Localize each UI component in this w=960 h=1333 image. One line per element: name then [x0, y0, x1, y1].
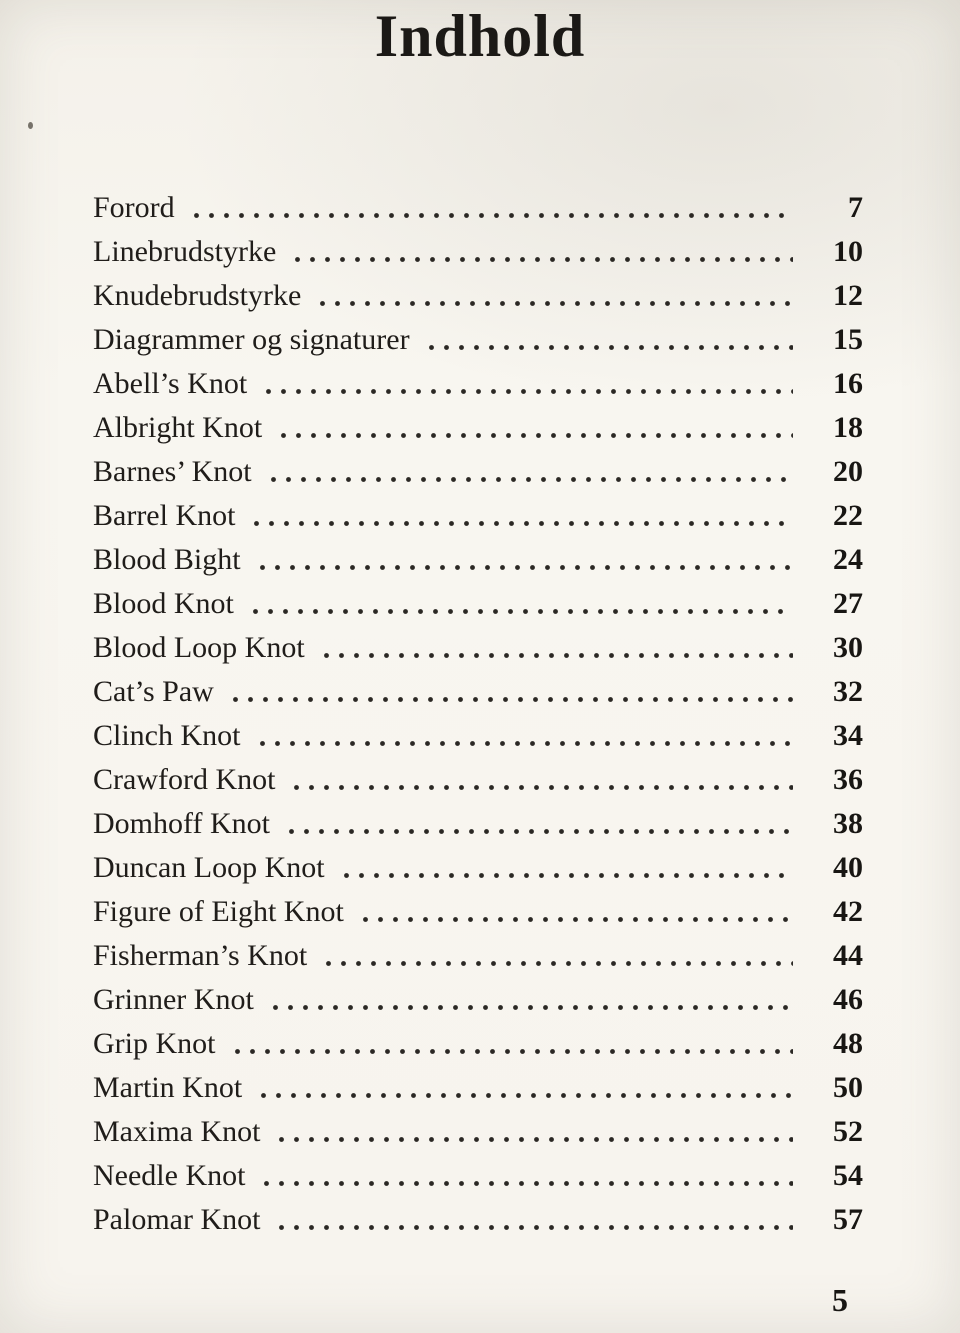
toc-entry-page: 7 — [848, 191, 863, 224]
dot-leader — [189, 212, 793, 219]
dot-leader — [259, 1180, 793, 1187]
toc-entry — [93, 626, 863, 670]
dot-leader — [248, 608, 793, 615]
toc-entry-label: Grinner Knot — [93, 983, 254, 1016]
toc-entry-page: 10 — [833, 235, 863, 268]
toc-entry — [93, 846, 863, 890]
toc-entry-label: Duncan Loop Knot — [93, 851, 325, 884]
page-title: Indhold — [374, 3, 586, 69]
toc-entry-label: Figure of Eight Knot — [93, 895, 344, 928]
scan-speck — [28, 122, 33, 129]
toc-entry-page: 50 — [833, 1071, 863, 1104]
toc-entry — [93, 450, 863, 494]
dot-leader — [228, 696, 793, 703]
dot-leader — [274, 1224, 793, 1231]
toc-entry-label: Blood Bight — [93, 543, 241, 576]
dot-leader — [290, 256, 793, 263]
toc-entry — [93, 1066, 863, 1110]
dot-leader — [256, 1092, 793, 1099]
toc-entry-page: 18 — [833, 411, 863, 444]
toc-entry-label: Palomar Knot — [93, 1203, 261, 1236]
toc-entry-label: Clinch Knot — [93, 719, 241, 752]
toc-entry — [93, 890, 863, 934]
toc-entry-page: 57 — [833, 1203, 863, 1236]
toc-entry-page: 20 — [833, 455, 863, 488]
toc-entry-page: 24 — [833, 543, 863, 576]
dot-leader — [249, 520, 793, 527]
dot-leader — [319, 652, 793, 659]
toc-entry-label: Crawford Knot — [93, 763, 276, 796]
toc-entry-label: Domhoff Knot — [93, 807, 270, 840]
toc-entry-page: 46 — [833, 983, 863, 1016]
dot-leader — [424, 344, 793, 351]
toc-entry — [93, 538, 863, 582]
toc-entry — [93, 802, 863, 846]
toc-entry-page: 36 — [833, 763, 863, 796]
toc-entry — [93, 406, 863, 450]
toc-entry-label: Abell’s Knot — [93, 367, 248, 400]
dot-leader — [274, 1136, 793, 1143]
dot-leader — [266, 476, 793, 483]
toc-entry-page: 42 — [833, 895, 863, 928]
page-number: 5 — [832, 1282, 848, 1318]
toc-entry — [93, 978, 863, 1022]
dot-leader — [230, 1048, 794, 1055]
toc-entry-page: 34 — [833, 719, 863, 752]
toc-entry-page: 27 — [833, 587, 863, 620]
toc-entry-label: Diagrammer og signaturer — [93, 323, 410, 356]
toc-entry-page: 16 — [833, 367, 863, 400]
toc-entry — [93, 318, 863, 362]
table-of-contents — [93, 186, 863, 1242]
toc-entry-label: Needle Knot — [93, 1159, 246, 1192]
toc-entry — [93, 186, 863, 230]
toc-entry — [93, 1154, 863, 1198]
toc-entry-page: 52 — [833, 1115, 863, 1148]
toc-entry-page: 22 — [833, 499, 863, 532]
toc-entry — [93, 274, 863, 318]
toc-entry-page: 48 — [833, 1027, 863, 1060]
toc-entry-label: Martin Knot — [93, 1071, 243, 1104]
toc-entry-page: 54 — [833, 1159, 863, 1192]
toc-entry-page: 30 — [833, 631, 863, 664]
toc-entry-label: Knudebrudstyrke — [93, 279, 302, 312]
dot-leader — [255, 564, 793, 571]
toc-entry — [93, 362, 863, 406]
toc-entry-label: Forord — [93, 191, 175, 224]
toc-entry-page: 40 — [833, 851, 863, 884]
dot-leader — [261, 388, 793, 395]
toc-entry-page: 44 — [833, 939, 863, 972]
toc-entry — [93, 230, 863, 274]
toc-entry-label: Cat’s Paw — [93, 675, 214, 708]
toc-entry-label: Barrel Knot — [93, 499, 236, 532]
toc-entry — [93, 758, 863, 802]
toc-entry-page: 38 — [833, 807, 863, 840]
dot-leader — [255, 740, 794, 747]
toc-entry-label: Blood Knot — [93, 587, 234, 620]
dot-leader — [289, 784, 793, 791]
toc-entry-page: 15 — [833, 323, 863, 356]
dot-leader — [358, 916, 793, 923]
toc-entry-label: Blood Loop Knot — [93, 631, 305, 664]
toc-entry — [93, 1022, 863, 1066]
toc-entry-page: 32 — [833, 675, 863, 708]
dot-leader — [315, 300, 793, 307]
toc-entry-page: 12 — [833, 279, 863, 312]
toc-entry-label: Barnes’ Knot — [93, 455, 252, 488]
toc-entry-label: Albright Knot — [93, 411, 263, 444]
toc-entry — [93, 934, 863, 978]
toc-entry-label: Fisherman’s Knot — [93, 939, 308, 972]
toc-entry — [93, 714, 863, 758]
toc-entry-label: Linebrudstyrke — [93, 235, 277, 268]
dot-leader — [339, 872, 793, 879]
dot-leader — [276, 432, 793, 439]
toc-entry — [93, 494, 863, 538]
dot-leader — [268, 1004, 793, 1011]
toc-entry — [93, 670, 863, 714]
toc-entry — [93, 1198, 863, 1242]
toc-entry-label: Grip Knot — [93, 1027, 216, 1060]
dot-leader — [284, 828, 793, 835]
dot-leader — [321, 960, 793, 967]
toc-entry — [93, 582, 863, 626]
toc-entry-label: Maxima Knot — [93, 1115, 261, 1148]
toc-entry — [93, 1110, 863, 1154]
